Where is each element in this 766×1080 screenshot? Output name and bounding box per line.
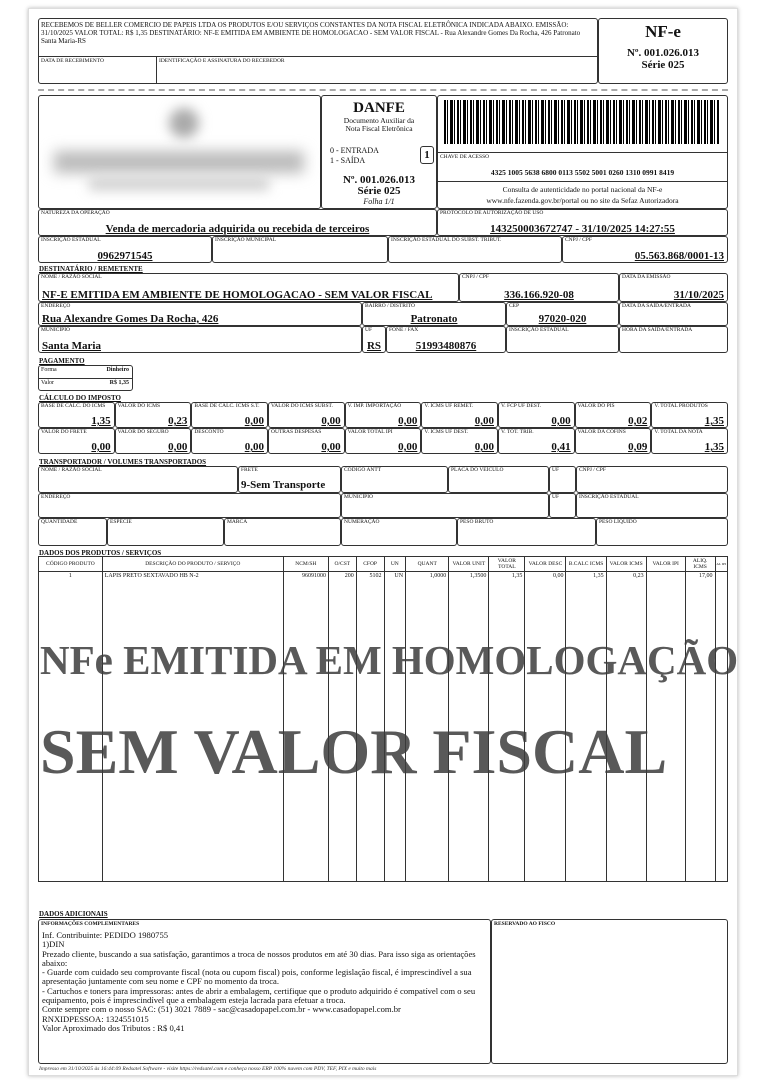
label: CÓDIGO ANTT	[344, 467, 382, 473]
complementary-info	[38, 919, 491, 1064]
column-header: NCM/SH	[283, 557, 328, 572]
tax-field	[498, 428, 575, 454]
products-section-title: DADOS DOS PRODUTOS / SERVIÇOS	[39, 549, 162, 557]
value: 0,00	[321, 415, 341, 427]
product-cell: 0,23	[606, 572, 646, 582]
reserved-fisco	[491, 919, 728, 1064]
product-cell: 96091000	[283, 572, 328, 582]
danfe-box	[321, 95, 437, 209]
tax-field	[115, 402, 192, 428]
label: FRETE	[241, 467, 258, 473]
issue-date	[619, 273, 728, 302]
freight-mode	[238, 466, 341, 493]
label: MUNICÍPIO	[41, 327, 71, 333]
label: V. TOTAL PRODUTOS	[654, 403, 708, 409]
products-table	[38, 556, 728, 882]
product-cell	[715, 572, 727, 582]
tax-field	[268, 402, 345, 428]
column-header: VALOR TOTAL	[489, 557, 525, 572]
carrier-city	[341, 493, 549, 518]
value: 0962971545	[97, 250, 153, 262]
receipt-date-label: DATA DE RECEBIMENTO	[41, 58, 105, 64]
label: V. FCP UF DEST.	[501, 403, 542, 409]
danfe-page: Folha 1/1	[363, 197, 395, 206]
exit-date	[619, 302, 728, 326]
product-cell: 200	[328, 572, 356, 582]
tax-field	[421, 402, 498, 428]
tax-field	[115, 428, 192, 454]
access-key-value: 4325 1005 5638 6800 0113 5502 5001 0260 1310 0991 8419	[490, 168, 675, 177]
net-weight	[596, 518, 728, 546]
value: Rua Alexandre Gomes Da Rocha, 426	[42, 313, 219, 325]
label: RESERVADO AO FISCO	[494, 921, 556, 927]
info-line: - Cartuchos e toners para impressoras: antes de abrir a embalagem, certifique que o produto adquirido é compatível com o seu equipamento, pois é imprescindível que a embalagem esteja lacrada para efetuar a troca.	[42, 985, 476, 1006]
access-key-label: CHAVE DE ACESSO	[440, 154, 490, 160]
label: MUNICÍPIO	[344, 494, 374, 500]
value: 336.166.920-08	[504, 289, 574, 301]
additional-section-title: DADOS ADICIONAIS	[39, 910, 108, 918]
product-cell: 1,35	[566, 572, 606, 582]
value: 143250003672747 - 31/10/2025 14:27:55	[490, 223, 675, 235]
column-header: B.CALC ICMS	[566, 557, 606, 572]
product-row	[39, 572, 728, 582]
value: 0,00	[244, 415, 264, 427]
value: Santa Maria	[42, 340, 101, 352]
tax-field	[651, 428, 728, 454]
issuer-address-blurred	[89, 178, 269, 190]
value: 97020-020	[538, 313, 587, 325]
antt-code	[341, 466, 448, 493]
value: 0,00	[398, 441, 418, 453]
issuer-municipal-registration	[212, 236, 388, 263]
value: 0,23	[168, 415, 188, 427]
label: QUANTIDADE	[41, 519, 78, 525]
issuer-name-blurred	[54, 151, 304, 173]
label: PESO LÍQUIDO	[599, 519, 637, 525]
carrier-name	[38, 466, 238, 493]
recipient-section-title: DESTINATÁRIO / REMETENTE	[39, 265, 143, 273]
label: NOME / RAZÃO SOCIAL	[41, 467, 102, 473]
label: INFORMAÇÕES COMPLEMENTARES	[41, 921, 140, 927]
label: PESO BRUTO	[460, 519, 494, 525]
value: 0,41	[551, 441, 571, 453]
vehicle-plate	[448, 466, 549, 493]
label: PLACA DO VEÍCULO	[451, 467, 504, 473]
info-line: Conte sempre com o nosso SAC: (51) 3021 7889 - sac@casadopapel.com.br - www.casadopapel.com.br	[42, 1004, 401, 1015]
label: ESPÉCIE	[110, 519, 132, 525]
tax-field	[651, 402, 728, 428]
value: 0,00	[551, 415, 571, 427]
column-header: ALIQ. ICMS	[685, 557, 715, 572]
value: 1,35	[704, 415, 724, 427]
product-cell: 1,0000	[406, 572, 449, 582]
label: DATA DA SAÍDA/ENTRADA	[622, 303, 691, 309]
volume-species	[107, 518, 224, 546]
tax-field	[575, 402, 652, 428]
value: 0,02	[628, 415, 648, 427]
value: 1,35	[704, 441, 724, 453]
complementary-info-text	[42, 931, 487, 1033]
label: INSCRIÇÃO ESTADUAL	[509, 327, 569, 333]
danfe-number: Nº. 001.026.013	[342, 174, 416, 186]
column-header: DESCRIÇÃO DO PRODUTO / SERVIÇO	[102, 557, 283, 572]
product-cell: 0,00	[525, 572, 566, 582]
label: ENDEREÇO	[41, 303, 71, 309]
label: VALOR DO ICMS SUBST.	[271, 403, 333, 409]
label: INSCRIÇÃO ESTADUAL	[41, 237, 101, 243]
column-header: AL IPI	[715, 557, 727, 572]
label: UF	[365, 327, 373, 333]
issuer-state-registration	[38, 236, 212, 263]
product-cell	[646, 572, 685, 582]
access-key-box	[437, 95, 728, 209]
label: BASE DE CÁLC. ICMS S.T.	[194, 403, 260, 409]
issuer-cnpj	[562, 236, 728, 263]
column-header: UN	[384, 557, 406, 572]
danfe-serie: Série 025	[357, 185, 401, 197]
gross-weight	[457, 518, 596, 546]
no-fiscal-value-watermark: SEM VALOR FISCAL	[40, 716, 668, 787]
info-line: RNXIDPESSOA: 1324551015	[42, 1013, 149, 1024]
carrier-uf-2	[549, 493, 576, 518]
product-cell: 1,35	[489, 572, 525, 582]
carrier-state-registration	[576, 493, 728, 518]
info-line: - Guarde com cuidado seu comprovante fiscal (nota ou cupom fiscal) pois, conforme legislação fiscal, é imprescindível a sua apresentação juntamente com seu nome e CPF no momento da troca.	[42, 967, 472, 987]
label: NUMERAÇÃO	[344, 519, 380, 525]
consult-url[interactable]: www.nfe.fazenda.gov.br/portal ou no site da Sefaz Autorizadora	[486, 196, 679, 205]
value: 0,00	[474, 415, 494, 427]
barcode	[444, 100, 720, 144]
column-header: QUANT	[406, 557, 449, 572]
recipient-state-registration	[506, 326, 619, 353]
column-header: CFOP	[356, 557, 384, 572]
payment-box	[38, 365, 133, 391]
tax-field	[345, 428, 422, 454]
tax-field	[38, 402, 115, 428]
product-cell: 17,00	[685, 572, 715, 582]
column-header: VALOR UNIT	[449, 557, 489, 572]
label: UF	[552, 494, 560, 500]
label: CNPJ / CPF	[462, 274, 489, 280]
value: 0,00	[398, 415, 418, 427]
info-line: Valor Aproximado dos Tributos : R$ 0,41	[42, 1022, 185, 1033]
recipient-cpf	[459, 273, 619, 302]
column-header: O/CST	[328, 557, 356, 572]
payment-method: Dinheiro	[106, 367, 129, 373]
value: 0,00	[321, 441, 341, 453]
nfe-title: NF-e	[645, 22, 681, 41]
label: ENDEREÇO	[41, 494, 71, 500]
value: Patronato	[410, 313, 458, 325]
carrier-cnpj	[576, 466, 728, 493]
value: NF-E EMITIDA EM AMBIENTE DE HOMOLOGACAO - SEM VALOR FISCAL	[42, 289, 433, 301]
carrier-address	[38, 493, 341, 518]
label: V. ICMS UF REMET.	[424, 403, 474, 409]
issuer-box	[38, 95, 321, 209]
payment-method-label: Forma	[41, 367, 57, 373]
label: CNPJ / CPF	[579, 467, 606, 473]
label: DESCONTO	[194, 429, 224, 435]
label: NATUREZA DA OPERAÇÃO	[41, 210, 110, 216]
nfe-number-box	[598, 18, 728, 84]
column-header: VALOR IPI	[646, 557, 685, 572]
product-cell: 5102	[356, 572, 384, 582]
tax-field	[498, 402, 575, 428]
consult-text: Consulta de autenticidade no portal nacional da NF-e	[502, 185, 663, 194]
tax-field	[191, 402, 268, 428]
label: VALOR DO FRETE	[41, 429, 87, 435]
label: HORA DA SAÍDA/ENTRADA	[622, 327, 693, 333]
recipient-uf	[362, 326, 386, 353]
volume-numbering	[341, 518, 457, 546]
product-cell: LAPIS PRETO SEXTAVADO HB N-2	[102, 572, 283, 582]
value: 0,00	[91, 441, 111, 453]
label: V. TOT. TRIB.	[501, 429, 534, 435]
tax-field	[268, 428, 345, 454]
operation-type: 1	[420, 146, 434, 164]
label: BAIRRO / DISTRITO	[365, 303, 416, 309]
label: VALOR DO SEGURO	[117, 429, 169, 435]
tax-section-title: CÁLCULO DO IMPOSTO	[39, 394, 121, 402]
nfe-serie: Série 025	[641, 59, 685, 71]
homologation-watermark: NFe EMITIDA EM HOMOLOGAÇÃO	[40, 637, 739, 683]
volume-brand	[224, 518, 341, 546]
recipient-district	[362, 302, 506, 326]
info-line: 1)DIN	[42, 939, 65, 950]
cut-line	[38, 89, 728, 91]
value: 1,35	[91, 415, 111, 427]
value: RS	[366, 340, 382, 352]
recipient-cep	[506, 302, 619, 326]
recipient-city	[38, 326, 362, 353]
recipient-name	[38, 273, 459, 302]
label: V. ICMS UF DEST.	[424, 429, 469, 435]
label: OUTRAS DESPESAS	[271, 429, 322, 435]
danfe-subtitle-1: Documento Auxiliar da	[343, 116, 415, 125]
info-line: Inf. Contribuinte: PEDIDO 1980755	[42, 930, 169, 940]
label: V. TOTAL DA NOTA	[654, 429, 703, 435]
tax-field	[345, 402, 422, 428]
issuer-subst-registration	[388, 236, 562, 263]
product-cell: 1,3500	[449, 572, 489, 582]
authorization-protocol	[437, 209, 728, 236]
label: INSCRIÇÃO MUNICIPAL	[215, 237, 277, 243]
value: 31/10/2025	[673, 289, 724, 301]
label: FONE / FAX	[389, 327, 419, 333]
column-header: CÓDIGO PRODUTO	[39, 557, 103, 572]
label: V. IMP. IMPORTAÇÃO	[347, 403, 402, 409]
operation-nature	[38, 209, 437, 236]
label: CEP	[509, 303, 520, 309]
value: Venda de mercadoria adquirida ou recebida de terceiros	[105, 223, 370, 235]
label: VALOR DO PIS	[577, 403, 615, 409]
product-cell: UN	[384, 572, 406, 582]
value: 0,00	[168, 441, 188, 453]
value: 0,09	[628, 441, 648, 453]
issuer-logo-blurred	[169, 108, 199, 138]
recipient-phone	[386, 326, 506, 353]
receipt-text: RECEBEMOS DE BELLER COMERCIO DE PAPEIS LTDA OS PRODUTOS E/OU SERVIÇOS CONSTANTES DA NOTA FISCAL ELETRÔNICA INDICADA ABAIXO. EMISSÃO: 31/10/2025 VALOR TOTAL: R$ 1,35 DESTINATÁRIO: NF-E EMITIDA EM AMBIENTE DE HOMOLOGACAO - SEM VALOR FISCAL - Rua Alexandre Gomes Da Rocha, 426 Patronato Santa Maria-RS	[41, 21, 581, 45]
column-header: VALOR DESC	[525, 557, 566, 572]
value: 0,00	[474, 441, 494, 453]
receipt-stub	[38, 18, 598, 84]
product-cell: 1	[39, 572, 103, 582]
tax-field	[421, 428, 498, 454]
carrier-section-title: TRANSPORTADOR / VOLUMES TRANSPORTADOS	[39, 458, 207, 466]
label: VALOR DO ICMS	[117, 403, 161, 409]
value: 05.563.868/0001-13	[634, 250, 724, 262]
label: PROTOCOLO DE AUTORIZAÇÃO DE USO	[440, 210, 544, 216]
danfe-subtitle-2: Nota Fiscal Eletrônica	[345, 124, 413, 133]
volume-quantity	[38, 518, 107, 546]
carrier-uf	[549, 466, 576, 493]
nfe-number: Nº. 001.026.013	[626, 47, 700, 59]
label: CNPJ / CPF	[565, 237, 592, 243]
value: 51993480876	[415, 340, 477, 352]
payment-value-label: Valor	[41, 380, 54, 386]
info-line: Prezado cliente, buscando a sua satisfação, garantimos a troca de nossos produtos em até 30 dias. Para isso siga as orientações abaixo:	[42, 948, 476, 968]
label: UF	[552, 467, 560, 473]
label: VALOR DA COFINS	[577, 429, 626, 435]
label: INSCRIÇÃO ESTADUAL	[579, 494, 639, 500]
recipient-address	[38, 302, 362, 326]
label: NOME / RAZÃO SOCIAL	[41, 274, 102, 280]
payment-value: R$ 1,35	[109, 380, 129, 386]
tax-field	[191, 428, 268, 454]
value: 9-Sem Transporte	[241, 479, 326, 491]
label: VALOR TOTAL IPI	[347, 429, 393, 435]
print-footer: Impresso em 31/10/2025 às 16:44:09 Redsatel Software - visite https://redsatel.com e conheça nosso ERP 100% nuvem com PDV, TEF, PIX e muito mais	[39, 1066, 377, 1072]
label: INSCRIÇÃO ESTADUAL DO SUBST. TRIBUT.	[391, 237, 502, 243]
value: 0,00	[244, 441, 264, 453]
column-header: VALOR ICMS	[606, 557, 646, 572]
exit-time	[619, 326, 728, 353]
tax-field	[38, 428, 115, 454]
exit-label: 1 - SAÍDA	[330, 156, 366, 165]
receipt-signature-label: IDENTIFICAÇÃO E ASSINATURA DO RECEBEDOR	[159, 58, 285, 64]
entry-label: 0 - ENTRADA	[330, 146, 379, 155]
payment-section-title: PAGAMENTO	[39, 357, 85, 365]
label: BASE DE CÁLC. DO ICMS	[41, 403, 106, 409]
tax-field	[575, 428, 652, 454]
label: MARCA	[227, 519, 248, 525]
label: DATA DA EMISSÃO	[622, 274, 671, 280]
danfe-title: DANFE	[353, 100, 405, 116]
